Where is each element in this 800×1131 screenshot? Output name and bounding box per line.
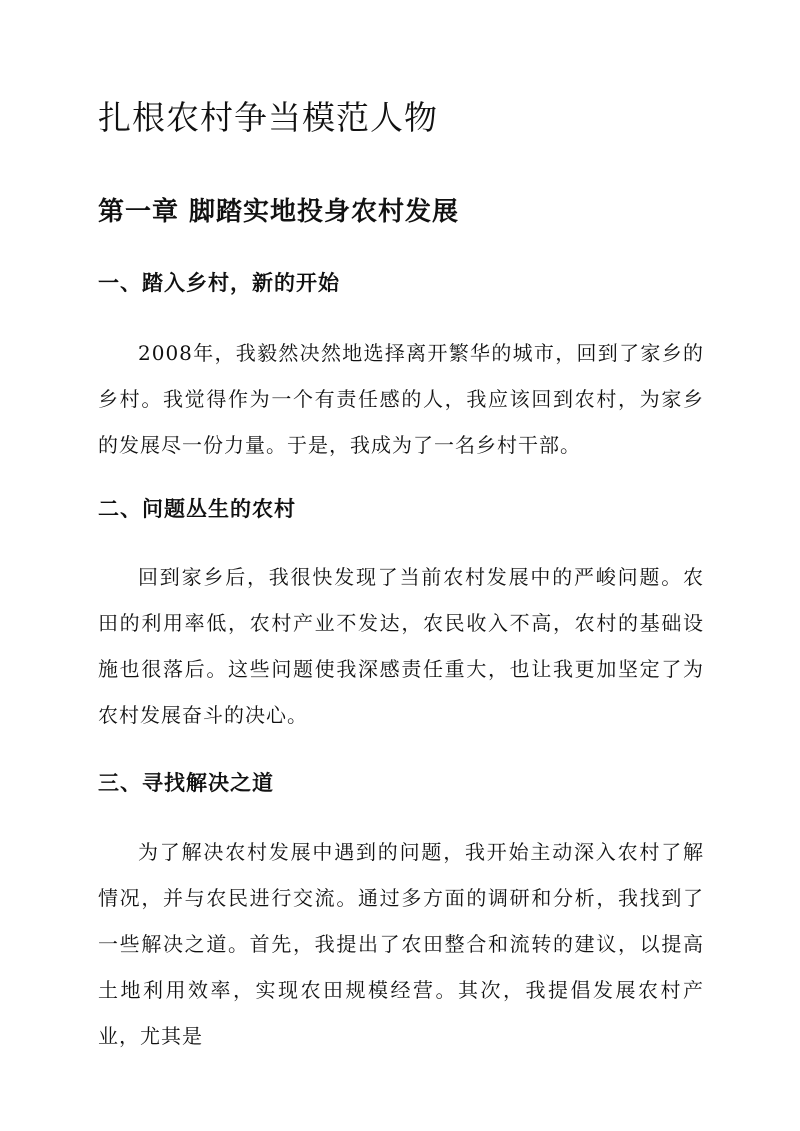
section-paragraph: 为了解决农村发展中遇到的问题，我开始主动深入农村了解情况，并与农民进行交流。通过多方面的调研和分析，我找到了一些解决之道。首先，我提出了农田整合和流转的建议，以提高土地利用效率，实现农田规模经营。其次，我提倡发展农村产业，尤其是 [98, 840, 704, 1048]
document-title: 扎根农村争当模范人物 [98, 98, 438, 137]
section-heading: 二、问题丛生的农村 [98, 496, 296, 521]
section-heading: 一、踏入乡村，新的开始 [98, 270, 340, 295]
chapter-title: 第一章 脚踏实地投身农村发展 [98, 197, 460, 227]
section-paragraph: 回到家乡后，我很快发现了当前农村发展中的严峻问题。农田的利用率低，农村产业不发达，农民收入不高，农村的基础设施也很落后。这些问题使我深感责任重大，也让我更加坚定了为农村发展奋斗的决心。 [98, 565, 704, 727]
section-heading: 三、寻找解决之道 [98, 770, 274, 795]
section-paragraph: 2008年，我毅然决然地选择离开繁华的城市，回到了家乡的乡村。我觉得作为一个有责任感的人，我应该回到农村，为家乡的发展尽一份力量。于是，我成为了一名乡村干部。 [98, 341, 704, 457]
